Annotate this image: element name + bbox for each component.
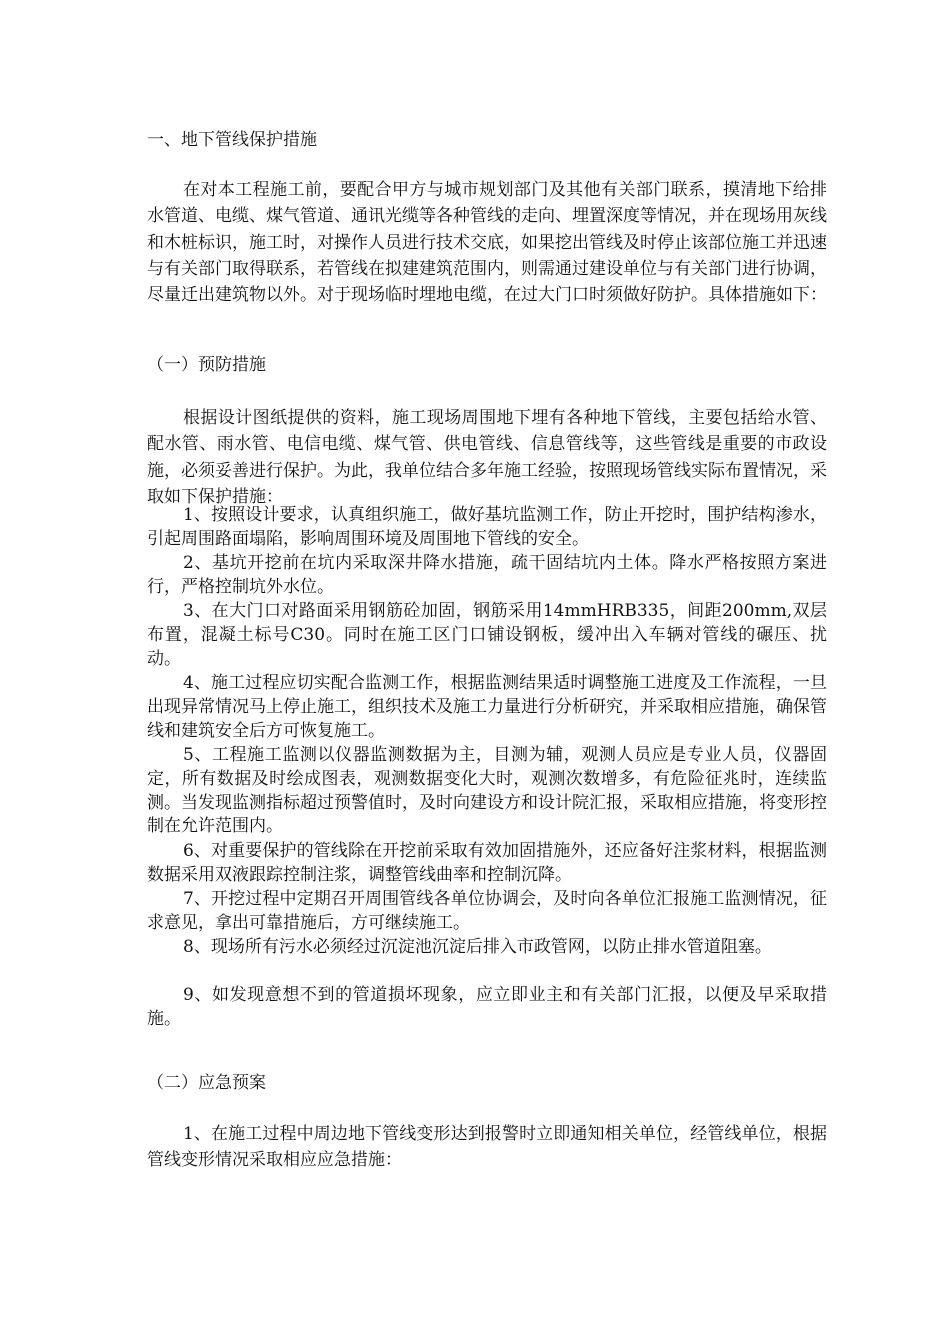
emergency-item-1: 1、在施工过程中周边地下管线变形达到报警时立即通知相关单位，经管线单位，根据管线变形情况采取相应应急措施： xyxy=(147,1124,827,1171)
subsection-title-prevention: （一）预防措施 xyxy=(147,355,266,375)
section-title: 一、地下管线保护措施 xyxy=(147,130,317,150)
measure-item-4: 4、施工过程应切实配合监测工作，根据监测结果适时调整施工进度及工作流程，一旦出现异常情况马上停止施工，组织技术及施工力量进行分析研究，并采取相应措施，确保管线和建筑安全后方可恢复施工。 xyxy=(147,673,827,741)
measure-item-7: 7、开挖过程中定期召开周围管线各单位协调会，及时向各单位汇报施工监测情况，征求意见，拿出可靠措施后，方可继续施工。 xyxy=(147,889,827,933)
measure-item-8: 8、现场所有污水必须经过沉淀池沉淀后排入市政管网，以防止排水管道阻塞。 xyxy=(183,937,772,957)
measure-item-1: 1、按照设计要求，认真组织施工，做好基坑监测工作，防止开挖时，围护结构渗水，引起周围路面塌陷，影响周围环境及周围地下管线的安全。 xyxy=(147,505,827,549)
measure-item-9: 9、如发现意想不到的管道损坏现象，应立即业主和有关部门汇报，以便及早采取措施。 xyxy=(147,985,827,1029)
measure-item-3: 3、在大门口对路面采用钢筋砼加固，钢筋采用14mmHRB335，间距200mm,双层布置，混凝土标号C30。同时在施工区门口铺设钢板，缓冲出入车辆对管线的碾压、扰动。 xyxy=(147,601,827,669)
intro-paragraph: 在对本工程施工前，要配合甲方与城市规划部门及其他有关部门联系，摸清地下给排水管道、电缆、煤气管道、通讯光缆等各种管线的走向、埋置深度等情况，并在现场用灰线和木桩标识，施工时，对操作人员进行技术交底，如果挖出管线及时停止该部位施工并迅速与有关部门取得联系，若管线在拟建建筑范围内，则需通过建设单位与有关部门进行协调，尽量迁出建筑物以外。对于现场临时埋地电缆，在过大门口时须做好防护。具体措施如下： xyxy=(147,180,827,306)
measure-item-5: 5、工程施工监测以仪器监测数据为主，目测为辅，观测人员应是专业人员，仪器固定，所有数据及时绘成图表，观测数据变化大时，观测次数增多，有危险征兆时，连续监测。当发现监测指标超过预警值时，及时向建设方和设计院汇报，采取相应措施，将变形控制在允许范围内。 xyxy=(147,745,827,837)
measure-item-6: 6、对重要保护的管线除在开挖前采取有效加固措施外，还应备好注浆材料，根据监测数据采用双液跟踪控制注浆，调整管线曲率和控制沉降。 xyxy=(147,841,827,885)
subsection-title-emergency: （二）应急预案 xyxy=(147,1073,266,1093)
prevention-intro-paragraph: 根据设计图纸提供的资料，施工现场周围地下埋有各种地下管线，主要包括给水管、配水管、雨水管、电信电缆、煤气管、供电管线、信息管线等，这些管线是重要的市政设施，必须妥善进行保护。为此，我单位结合多年施工经验，按照现场管线实际布置情况，采取如下保护措施： xyxy=(147,408,827,507)
measure-item-2: 2、基坑开挖前在坑内采取深井降水措施，疏干固结坑内土体。降水严格按照方案进行，严格控制坑外水位。 xyxy=(147,553,827,597)
